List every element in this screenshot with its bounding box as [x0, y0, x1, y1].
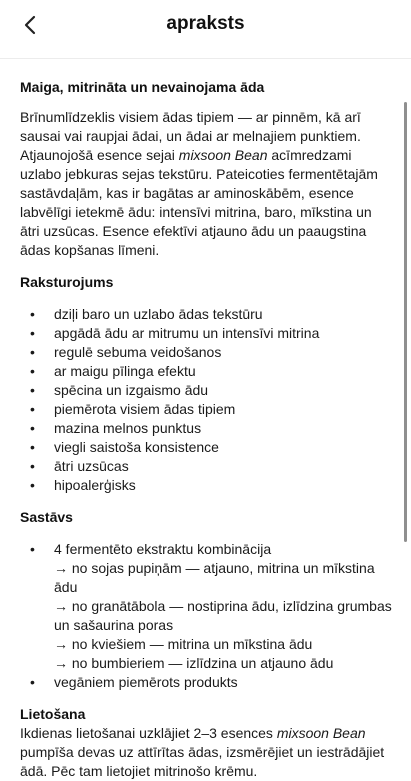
list-item: • apgādā ādu ar mitrumu un intensīvi mitrina	[30, 325, 320, 341]
list-item: • viegli saistoša konsistence	[30, 439, 219, 455]
list-item: • ar maigu pīlinga efektu	[30, 363, 196, 379]
list-item: • regulē sebuma veidošanos	[30, 344, 222, 360]
bullet-dot: •	[30, 344, 35, 360]
bullet-dot: •	[30, 458, 35, 474]
list-item: • mazina melnos punktus	[30, 420, 202, 436]
intro-text-1: Brīnumlīdzeklis visiem ādas tipiem — ar pinnēm, kā arī sausai vai raupjai ādai, un ādai ar melnajiem punktiem. Atjaunojošā esence sejai	[20, 109, 361, 163]
bullet-dot: •	[30, 477, 35, 493]
ingredient-sub: → no sojas pupiņām — atjauno, mitrina un mīkstina ādu	[54, 560, 375, 595]
top-bar	[0, 0, 411, 50]
bullet-dot: •	[30, 401, 35, 417]
ingredients-list	[20, 540, 392, 559]
intro-heading: Maiga, mitrināta un nevainojama āda	[20, 79, 265, 95]
list-item: • piemērota visiem ādas tipiem	[30, 401, 236, 417]
list-item: • dziļi baro un uzlabo ādas tekstūru	[30, 306, 263, 322]
intro-paragraph	[20, 108, 392, 260]
features-list	[20, 305, 392, 495]
ingredients-list-tail	[20, 673, 392, 692]
bullet-dot: •	[30, 325, 35, 341]
list-item: • hipoalerģisks	[30, 477, 136, 493]
bullet-dot: •	[30, 439, 35, 455]
usage-text-2: pumpīša devas uz attīrītas ādas, izsmērējiet un iestrādājiet ādā. Pēc tam lietojiet mitrinošo krēmu.	[20, 744, 385, 779]
features-heading: Raksturojums	[20, 274, 114, 290]
bullet-dot: •	[30, 674, 35, 690]
usage-text-1: Ikdienas lietošanai uzklājiet 2–3 esences	[20, 725, 277, 741]
ingredient-sub: → no granātābola — nostiprina ādu, izlīdzina grumbas un sašaurina poras	[54, 598, 392, 633]
list-item: • spēcina un izgaismo ādu	[30, 382, 209, 398]
header-divider	[0, 58, 411, 59]
usage-brand: mixsoon Bean	[276, 725, 366, 741]
list-item: • ātri uzsūcas	[30, 458, 129, 474]
usage-paragraph	[20, 724, 392, 781]
page-title: apraksts	[166, 13, 245, 34]
scrollbar[interactable]	[404, 102, 407, 542]
bullet-dot: •	[30, 420, 35, 436]
bullet-dot: •	[30, 363, 35, 379]
intro-brand: mixsoon Bean	[178, 147, 268, 163]
usage-heading: Lietošana	[20, 706, 86, 722]
ingredient-sub: → no kviešiem — mitrina un mīkstina ādu	[54, 636, 313, 652]
bullet-dot: •	[30, 306, 35, 322]
intro-text-2: acīmredzami uzlabo jebkuras sejas tekstūru. Pateicoties fermentētajām sastāvdaļām, kas ir bagātas ar aminoskābēm, esence labvēlīgi ietekmē ādu: intensīvi mitrina, baro, mīkstina un ātri uzsūcas. Esence efektīvi atjauno ādu un paaugstina ādas kopšanas līmeni.	[20, 147, 378, 258]
bullet-dot: •	[30, 382, 35, 398]
ingredients-heading: Sastāvs	[20, 509, 73, 525]
list-item: • vegāniem piemērots produkts	[30, 674, 238, 690]
ingredient-sub: → no bumbieriem — izlīdzina un atjauno ādu	[54, 655, 334, 671]
description-content	[20, 62, 392, 781]
bullet-dot: •	[30, 541, 35, 557]
list-item: • 4 fermentēto ekstraktu kombinācija	[30, 541, 272, 557]
